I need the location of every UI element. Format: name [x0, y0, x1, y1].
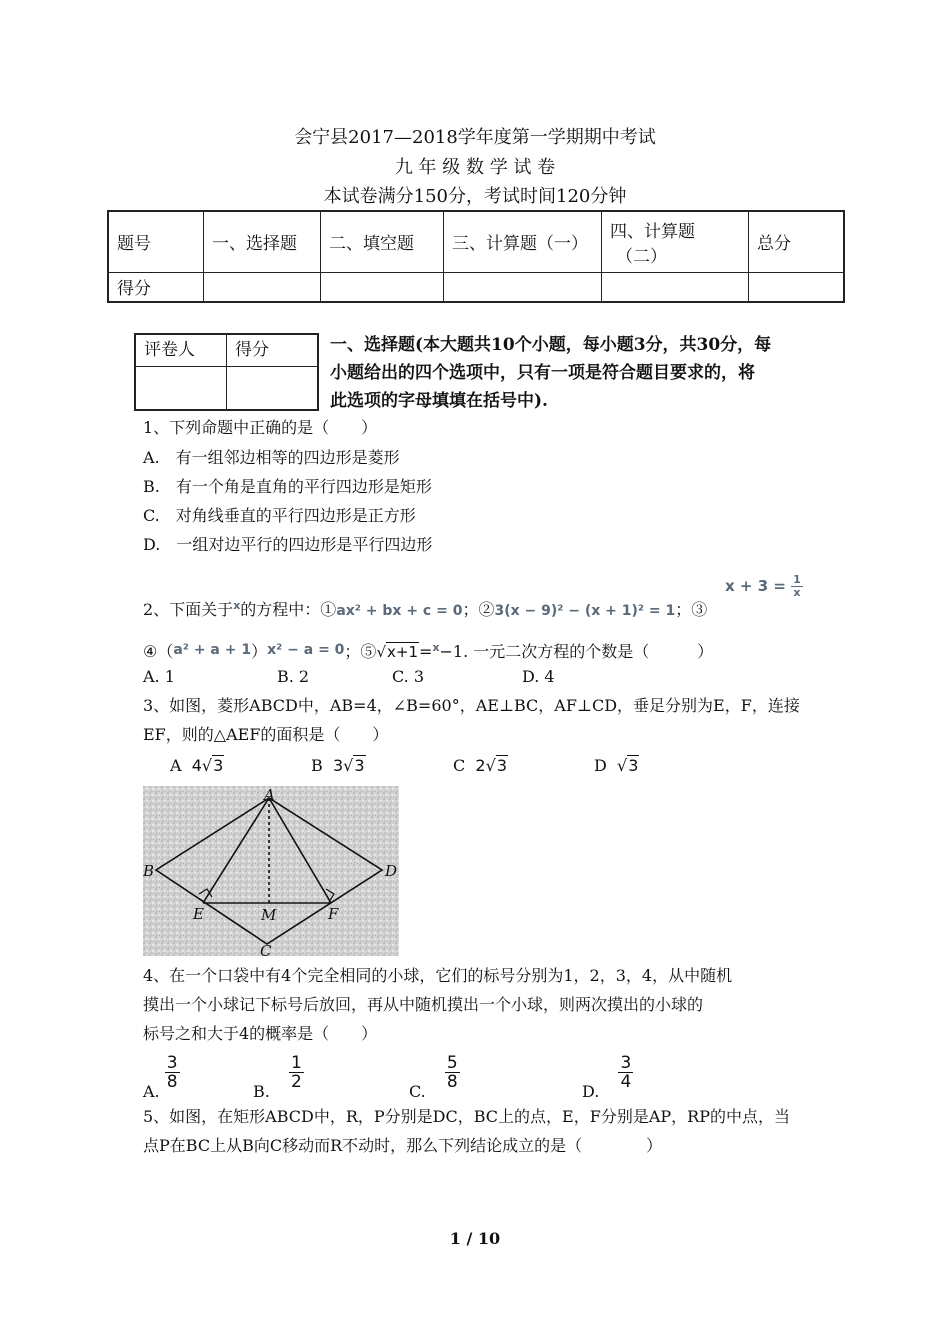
exam-note: 本试卷满分150分，考试时间120分钟 [323, 186, 627, 207]
q3-option-c-value: 2√3 [475, 756, 507, 775]
q3-option-d-value: √3 [617, 756, 639, 775]
q3-option-b-coef: 3 [332, 756, 344, 775]
q2-eq3-den: x [793, 586, 801, 599]
score-cell[interactable] [749, 272, 845, 302]
q4-option-c-num: 5 [446, 1053, 458, 1073]
q1-option-b: B. 有一个角是直角的平行四边形是矩形 [143, 477, 432, 496]
label-c: C [260, 942, 272, 956]
q2-eq3 [725, 574, 803, 599]
q3-option-a-coef: 4 [191, 756, 202, 775]
score-col-calc2-line2: （二） [616, 246, 667, 267]
q2-line1 [143, 596, 707, 621]
q4-option-c-den: 8 [446, 1072, 458, 1092]
q4-option-a-fraction [165, 1054, 180, 1091]
q3-option-d-label: D [594, 756, 607, 775]
grader-score-label: 得分 [227, 334, 319, 366]
q4-line3: 标号之和大于4的概率是（ ） [143, 1024, 378, 1043]
q3-option-c-label: C [453, 756, 466, 775]
q2-paren-close: ） [251, 642, 268, 661]
q4-option-a [143, 1054, 180, 1102]
q1-option-c: C. 对角线垂直的平行四边形是正方形 [143, 506, 416, 525]
q3-line2: EF，则的△AEF的面积是（ ） [143, 725, 389, 744]
q2-eq4b: x² − a = 0 [267, 642, 345, 658]
q2-eq1: ax² + bx + c = 0 [336, 603, 463, 619]
q4-line2: 摸出一个小球记下标号后放回，再从中随机摸出一个小球，则两次摸出的小球的 [143, 995, 704, 1014]
q4-option-a-den: 8 [166, 1072, 178, 1092]
q4-option-c [409, 1054, 460, 1102]
q4-option-b-den: 2 [290, 1072, 302, 1092]
score-col-total: 总分 [749, 211, 845, 272]
score-col-fill: 二、填空题 [321, 211, 444, 272]
q4-option-d-den: 4 [620, 1072, 632, 1092]
score-col-calc2-line1: 四、计算题 [610, 221, 695, 242]
q3-option-d-radicand: 3 [628, 756, 639, 775]
q3-option-c [453, 756, 508, 776]
label-f: F [328, 905, 339, 923]
q2-var-x: x [233, 599, 241, 612]
q2-option-c: C. 3 [392, 667, 425, 686]
score-table [107, 210, 845, 303]
q2-eq4a: a² + a + 1 [173, 642, 252, 658]
q2-sep2: ；② [462, 600, 495, 619]
section1-line1: 一、选择题(本大题共10个小题，每小题3分，共30分，每 [330, 335, 772, 355]
q4-option-b-label: B. [253, 1082, 270, 1101]
q2-option-d: D. 4 [522, 667, 555, 686]
label-m: M [261, 906, 277, 924]
q1-option-d: D. 一组对边平行的四边形是平行四边形 [143, 535, 433, 554]
exam-title: 会宁县2017—2018学年度第一学期期中考试 [294, 127, 656, 148]
q3-option-a-radicand: 3 [213, 756, 224, 775]
q5-line2: 点P在BC上从B向C移动而R不动时，那么下列结论成立的是（ ） [143, 1136, 663, 1155]
q3-option-a [170, 756, 224, 776]
score-col-calc2 [602, 211, 749, 272]
score-cell[interactable] [321, 272, 444, 302]
q2-eq3-fraction [791, 574, 803, 599]
q3-option-a-value: 4√3 [191, 756, 224, 775]
q4-option-b-fraction [289, 1054, 304, 1091]
q4-line1: 4、在一个口袋中有4个完全相同的小球，它们的标号分别为1，2，3，4，从中随机 [143, 966, 733, 985]
q4-option-c-fraction [445, 1054, 460, 1091]
page-number: 1 / 10 [449, 1229, 501, 1248]
q4-option-a-num: 3 [166, 1053, 178, 1073]
q3-option-c-radicand: 3 [496, 756, 507, 775]
section1-line2: 小题给出的四个选项中，只有一项是符合题目要求的，将 [330, 363, 755, 383]
q3-option-b-label: B [311, 756, 323, 775]
section1-line3: 此选项的字母填填在括号中). [330, 391, 548, 411]
grader-table [134, 333, 319, 411]
q4-option-d-label: D. [582, 1082, 600, 1101]
grader-cell[interactable] [227, 366, 319, 410]
q3-option-b-radicand: 3 [354, 756, 365, 775]
q3-option-d [594, 756, 639, 776]
q2-circle4: ④（ [143, 642, 174, 661]
q2-sqrt5-radicand: x+1 [387, 643, 418, 661]
score-cell[interactable] [602, 272, 749, 302]
section1-heading [330, 331, 771, 415]
q4-option-b-num: 1 [290, 1053, 302, 1073]
score-cell[interactable] [204, 272, 321, 302]
score-col-calc1: 三、计算题（一） [444, 211, 602, 272]
grader-label: 评卷人 [135, 334, 227, 366]
q2-prefix: 2、下面关于 [143, 600, 234, 619]
q4-option-c-label: C. [409, 1082, 426, 1101]
label-d: D [385, 862, 398, 880]
score-row-label: 得分 [108, 272, 204, 302]
q3-option-b-value: 3√3 [332, 756, 365, 775]
q1-stem: 1、下列命题中正确的是（ ） [143, 418, 378, 437]
exam-subtitle: 九 年 级 数 学 试 卷 [394, 157, 556, 178]
q4-option-d-fraction [618, 1054, 633, 1091]
q2-eq3-left: x + 3 = [725, 577, 786, 595]
q2-sqrt5: √x+1 [376, 643, 418, 661]
q2-sep5: ；⑤ [344, 642, 377, 661]
label-e: E [193, 905, 204, 923]
score-col-number: 题号 [108, 211, 204, 272]
q2-eq2: 3(x − 9)² − (x + 1)² = 1 [494, 603, 676, 619]
q1-option-a: A. 有一组邻边相等的四边形是菱形 [143, 448, 400, 467]
grader-cell[interactable] [135, 366, 227, 410]
q4-option-b [253, 1054, 304, 1102]
score-col-choice: 一、选择题 [204, 211, 321, 272]
q2-option-a: A. 1 [143, 667, 175, 686]
figure-background [143, 786, 399, 956]
q3-line1: 3、如图，菱形ABCD中，AB=4，∠B=60°，AE⊥BC，AF⊥CD，垂足分别为E，F，连接 [143, 696, 800, 715]
score-cell[interactable] [444, 272, 602, 302]
q3-option-a-label: A [170, 756, 182, 775]
q2-eq5-mid: = [419, 642, 433, 661]
q4-option-a-label: A. [143, 1082, 160, 1101]
q3-option-c-coef: 2 [475, 756, 486, 775]
q4-option-d [582, 1054, 633, 1102]
q4-option-d-num: 3 [620, 1053, 632, 1073]
q2-mid: 的方程中：① [240, 600, 337, 619]
q2-sep3: ；③ [675, 600, 708, 619]
q2-eq3-num: 1 [793, 573, 801, 586]
q2-eq5-tail: −1. 一元二次方程的个数是（ ） [439, 642, 714, 661]
label-a: A [264, 786, 275, 804]
q5-line1: 5、如图，在矩形ABCD中，R，P分别是DC，BC上的点，E，F分别是AP，RP的中点，当 [143, 1107, 790, 1126]
label-b: B [143, 862, 155, 880]
q2-option-b: B. 2 [277, 667, 310, 686]
q2-eq5-x: x [432, 641, 440, 654]
q2-line2 [143, 638, 713, 662]
q3-option-b [311, 756, 366, 776]
q3-rhombus-figure [143, 786, 399, 956]
